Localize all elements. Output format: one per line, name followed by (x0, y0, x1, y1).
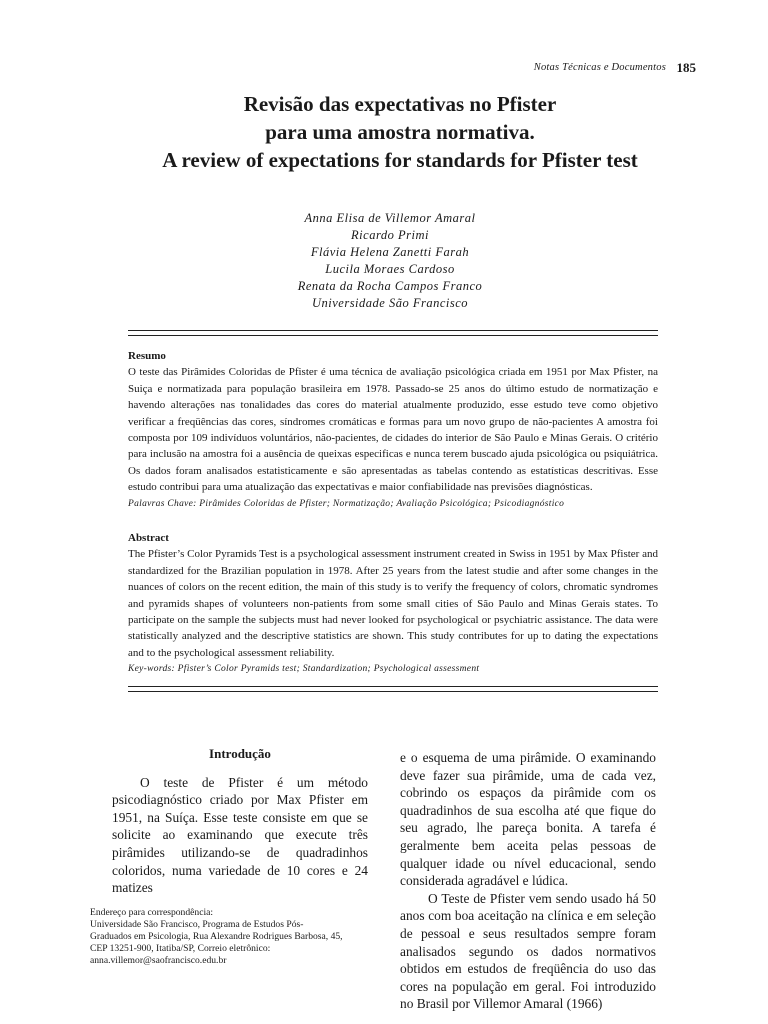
right-column (400, 749, 656, 1013)
title-line-2: para uma amostra normativa. (265, 120, 535, 144)
footnote-line: Graduados em Psicologia, Rua Alexandre Rodrigues Barbosa, 45, (90, 931, 343, 942)
intro-paragraph: O Teste de Pfister vem sendo usado há 50 anos com boa aceitação na clínica e em seleção de pessoal e seus resultados sempre foram analisados segundo os dados normativos obtidos em estudos de freqüência do uso das cores na população em geral. Foi introduzido no Brasil por Villemor Amaral (1966) (400, 890, 656, 1012)
author-name: Lucila Moraes Cardoso (325, 262, 455, 276)
abstract-keywords: Key-words: Pfister’s Color Pyramids test; Standardization; Psychological assessment (128, 664, 480, 675)
footnote-line: CEP 13251-900, Itatiba/SP, Correio eletrônico: (90, 943, 271, 954)
title-line-1: Revisão das expectativas no Pfister (243, 92, 557, 116)
left-column (112, 745, 368, 897)
author-name: Ricardo Primi (351, 228, 429, 242)
author-list (190, 210, 590, 312)
title-line-3: A review of expectations for standards for Pfister test (162, 148, 638, 172)
correspondence-footnote (90, 907, 360, 967)
top-double-rule (128, 330, 658, 336)
author-name: Anna Elisa de Villemor Amaral (304, 211, 476, 225)
intro-paragraph-continued: e o esquema de uma pirâmide. O examinando deve fazer sua pirâmide, uma de cada vez, cobrindo os espaços da pirâmide com os quadradinhos de sua escolha até que fique do seu agrado, lhe pareça bonita. A tarefa é geralmente bem aceita pelas pessoas de qualquer idade ou nível educacional, sendo considerada agradável e lúdica. (400, 750, 656, 889)
bottom-double-rule (128, 686, 658, 692)
resumo-keywords: Palavras Chave: Pirâmides Coloridas de Pfister; Normatização; Avaliação Psicológica; Psicodiagnóstico (128, 498, 565, 509)
footnote-line: Universidade São Francisco, Programa de Estudos Pós- (90, 919, 304, 930)
page-number: 185 (676, 60, 696, 75)
author-affiliation: Universidade São Francisco (311, 296, 469, 310)
abstract-section (128, 530, 658, 678)
abstract-heading: Abstract (128, 532, 169, 544)
abstract-text: The Pfister’s Color Pyramids Test is a psychological assessment instrument created in Swiss in 1951 by Max Pfister and standardized for the Brazilian population in 1978. After 25 years from the latest studie and after some changes in the nuances of colors on the recent edition, the main of this study is to verify the frequency of colors, chromatic syndromes and pyramids shapes of volunteers non-patients from some small cities of São Paulo and Minas Gerais states. To participate on the sample the subjects must had never looked for psychological or psychiatric assistance. The data were statistically analyzed and the descriptive statistics are shown. This study contributes for up to dating the expectations and to the psychological assessment reliability. (128, 548, 658, 659)
author-name: Renata da Rocha Campos Franco (297, 279, 483, 293)
resumo-text: O teste das Pirâmides Coloridas de Pfister é uma técnica de avaliação psicológica criada em 1951 por Max Pfister, na Suiça e normatizada para população brasileira em 1978. Passado-se 25 anos do último estudo de normatização e havendo alterações nas tonalidades das cores do material atualmente produzido, esse estudo teve como objetivo verificar a freqüências das cores, síndromes cromáticas e formas para um novo grupo de não-pacientes A amostra foi composta por 109 indivíduos voluntários, não-pacientes, de cidades do interior de São Paulo e Minas Gerais. O critério para inclusão na amostra foi a ausência de queixas especificas e nunca terem buscado ajuda psicológica ou psiquiátrica. Os dados foram analisados estatisticamente e são apresentadas as tabelas contendo as estatísticas descritivas. Esse estudo contribui para uma atualização das expectativas e maior confiabilidade nas previsões diagnósticas. (128, 366, 658, 494)
running-head: Notas Técnicas e Documentos (533, 62, 666, 73)
resumo-heading: Resumo (128, 350, 166, 362)
resumo-section (128, 348, 658, 512)
footnote-line: Endereço para correspondência: (90, 907, 214, 918)
footnote-line: anna.villemor@saofrancisco.edu.br (90, 955, 227, 966)
introduction-heading: Introdução (209, 746, 271, 761)
article-title (100, 90, 700, 174)
author-name: Flávia Helena Zanetti Farah (310, 245, 470, 259)
intro-paragraph: O teste de Pfister é um método psicodiagnóstico criado por Max Pfister em 1951, na Suíça. Esse teste consiste em que se solicite ao examinando que execute três pirâmides utilizando-se de quadradinhos coloridos, numa variedade de 10 cores e 24 matizes (112, 774, 368, 896)
